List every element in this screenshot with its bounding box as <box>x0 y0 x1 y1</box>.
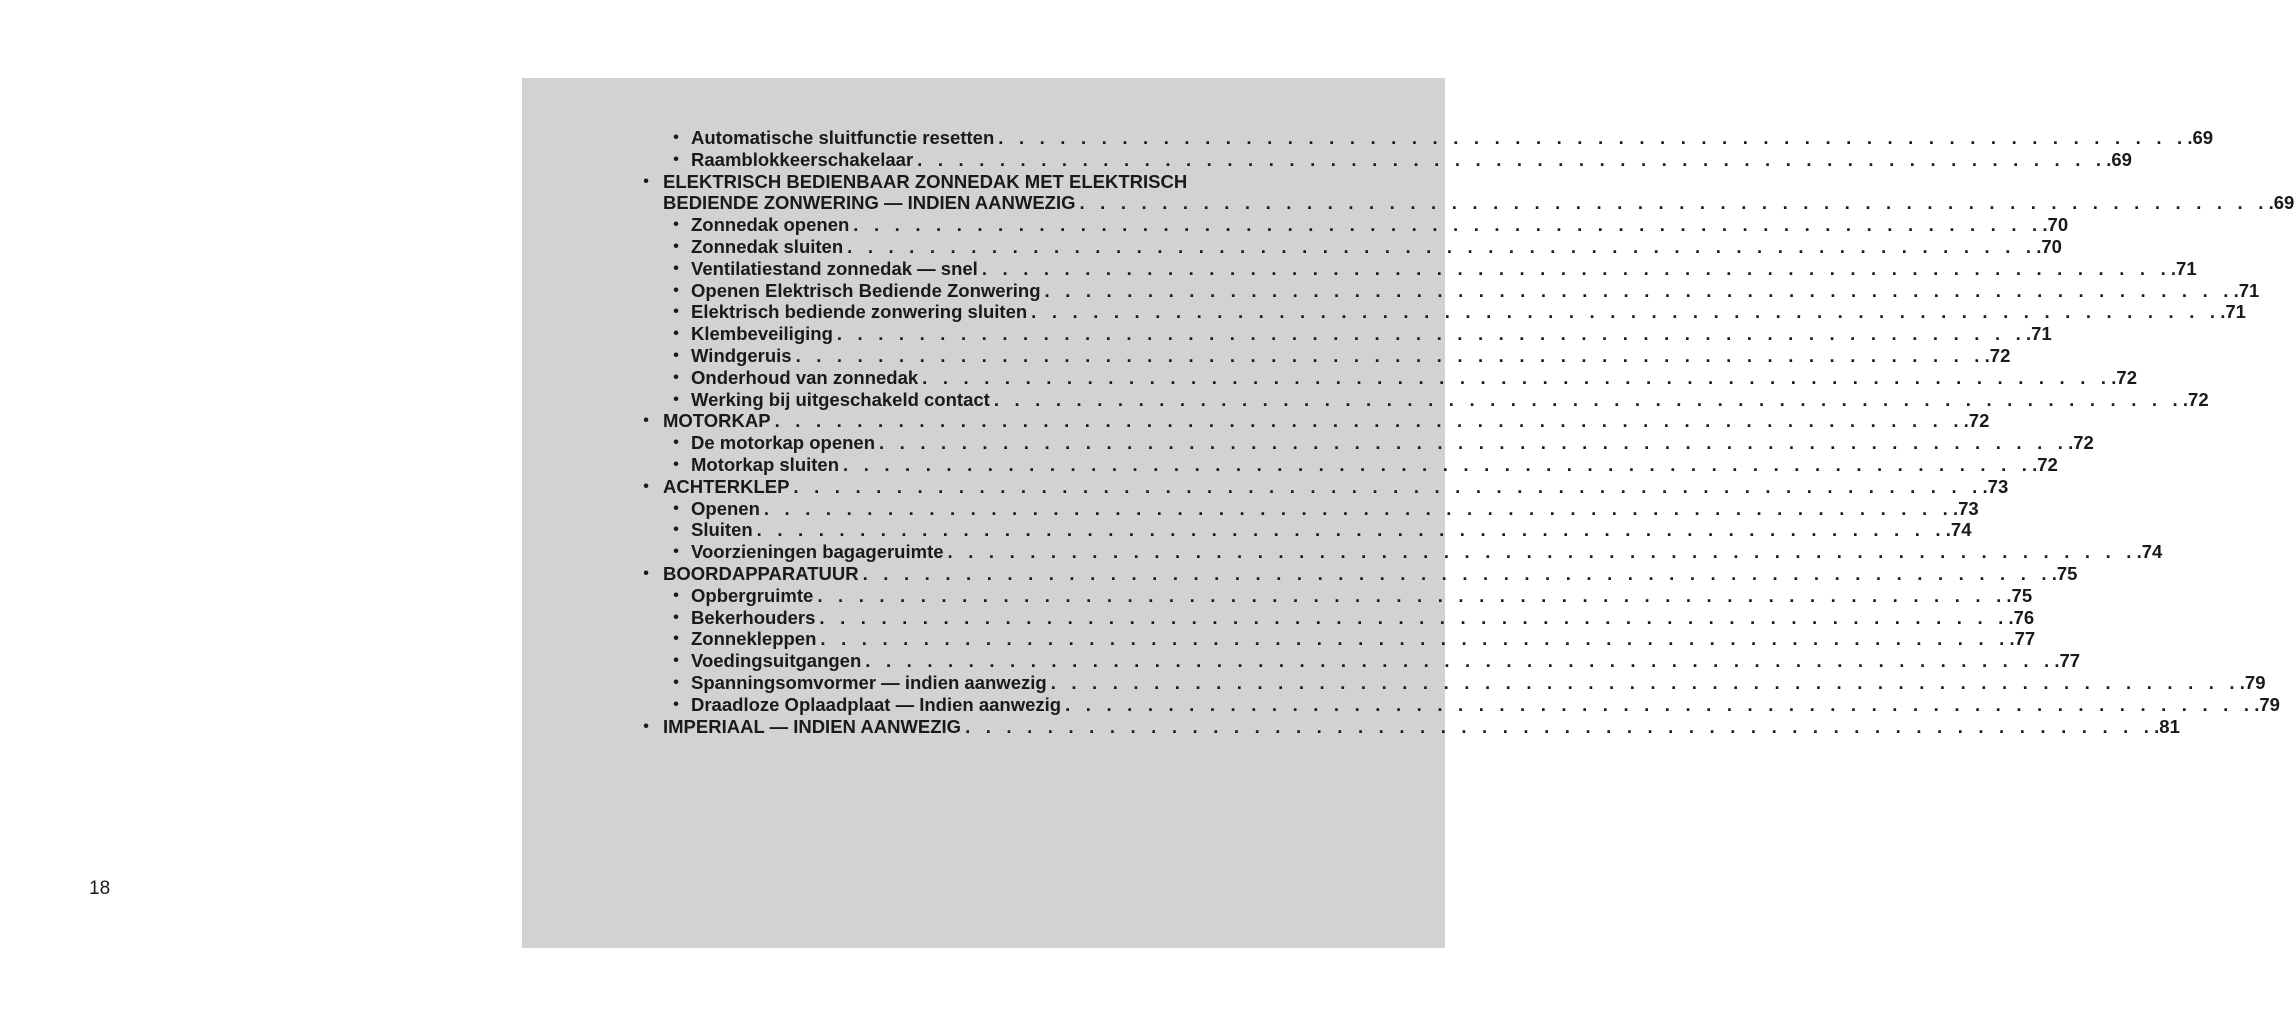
dot-leader: . . . . . . . . . . . . . . . . . . . . . . . . . . . . . . . . . . . . . . . . . . . . . . . . . . . . . . . . . . <box>1050 671 2240 693</box>
toc-page-number: .77 <box>2009 628 2036 650</box>
dot-leader: . . . . . . . . . . . . . . . . . . . . . . . . . . . . . . . . . . . . . . . . . . . . . . . . . . . . . . . . . . <box>817 584 2007 606</box>
bullet-icon: • <box>673 673 679 691</box>
toc-subsection-entry[interactable] <box>0 388 2209 411</box>
toc-subsection-entry[interactable] <box>0 671 2266 694</box>
toc-page-number: .77 <box>2054 650 2081 672</box>
dot-leader: . . . . . . . . . . . . . . . . . . . . . . . . . . . . . . . . . . . . . . . . . . . . . . . . . . . . . . . . . . <box>843 453 2033 475</box>
bullet-icon: • <box>673 652 679 670</box>
toc-subsection-entry[interactable] <box>0 148 2132 171</box>
toc-entry-label: Bekerhouders <box>691 606 816 628</box>
toc-line <box>691 584 2033 607</box>
dot-leader: . . . . . . . . . . . . . . . . . . . . . . . . . . . . . . . . . . . . . . . . . . . . . . . . . . . . . . . . . . <box>1031 301 2221 323</box>
bullet-icon: • <box>673 150 679 168</box>
dot-leader: . . . . . . . . . . . . . . . . . . . . . . . . . . . . . . . . . . . . . . . . . . . . . . . . . . . . . . . . . . <box>998 127 2188 148</box>
dot-leader: . . . . . . . . . . . . . . . . . . . . . . . . . . . . . . . . . . . . . . . . . . . . . . . . . . . . . . . . . . <box>862 562 2052 584</box>
bullet-icon: • <box>673 543 679 561</box>
toc-subsection-entry[interactable] <box>0 323 2052 345</box>
toc-subsection-entry[interactable] <box>0 301 2246 323</box>
toc-line <box>691 541 2163 563</box>
bullet-icon: • <box>673 586 679 604</box>
bullet-icon: • <box>643 717 649 735</box>
toc-subsection-entry[interactable] <box>0 453 2058 476</box>
toc-line <box>691 148 2132 171</box>
toc-page-number: .72 <box>1963 410 1990 432</box>
toc-page-number: .72 <box>2182 388 2209 410</box>
bullet-icon: • <box>673 455 679 473</box>
toc-line <box>691 693 2280 716</box>
bullet-icon: • <box>673 434 679 452</box>
toc-line <box>691 127 2214 149</box>
dot-leader: . . . . . . . . . . . . . . . . . . . . . . . . . . . . . . . . . . . . . . . . . . . . . . . . . . . . . . . . . . <box>865 650 2055 672</box>
toc-entry-label: MOTORKAP <box>663 410 771 432</box>
toc-page-number: .72 <box>2111 366 2137 388</box>
toc-subsection-entry[interactable] <box>0 366 2137 389</box>
dot-leader: . . . . . . . . . . . . . . . . . . . . . . . . . . . . . . . . . . . . . . . . . . . . . . . . . . . . . . . . . . <box>853 214 2043 236</box>
toc-subsection-entry[interactable] <box>0 344 2011 367</box>
toc-line <box>691 214 2069 236</box>
toc-subsection-entry[interactable] <box>0 519 1972 541</box>
toc-entry-label: Voorzieningen bagageruimte <box>691 541 944 563</box>
toc-entry-label: BEDIENDE ZONWERING — INDIEN AANWEZIG <box>663 192 1076 214</box>
toc-entry-label: Raamblokkeerschakelaar <box>691 148 914 170</box>
dot-leader: . . . . . . . . . . . . . . . . . . . . . . . . . . . . . . . . . . . . . . . . . . . . . . . . . . . . . . . . . . <box>993 388 2183 410</box>
toc-page-number: .75 <box>2051 562 2078 584</box>
table-of-contents <box>0 127 2294 737</box>
toc-entry-label: ELEKTRISCH BEDIENBAAR ZONNEDAK MET ELEKTRISCH <box>663 170 1188 192</box>
toc-line <box>691 628 2036 650</box>
toc-entry-label: De motorkap openen <box>691 432 875 454</box>
toc-line <box>691 519 1972 541</box>
toc-page-number: .71 <box>2170 257 2197 279</box>
toc-line <box>691 497 1979 520</box>
toc-page-number: .76 <box>2008 606 2035 628</box>
dot-leader: . . . . . . . . . . . . . . . . . . . . . . . . . . . . . . . . . . . . . . . . . . . . . . . . . . . . . . . . . . <box>763 497 1953 519</box>
toc-section-entry[interactable] <box>0 410 1990 432</box>
toc-line <box>691 301 2246 323</box>
toc-line <box>691 323 2052 345</box>
toc-page-number: .73 <box>1952 497 1979 519</box>
toc-entry-label: Windgeruis <box>691 344 792 366</box>
dot-leader: . . . . . . . . . . . . . . . . . . . . . . . . . . . . . . . . . . . . . . . . . . . . . . . . . . . . . . . . . . <box>793 475 1983 497</box>
bullet-icon: • <box>643 477 649 495</box>
dot-leader: . . . . . . . . . . . . . . . . . . . . . . . . . . . . . . . . . . . . . . . . . . . . . . . . . . . . . . . . . . <box>847 235 2037 257</box>
toc-subsection-entry[interactable] <box>0 497 1979 520</box>
toc-page-number: .69 <box>2106 148 2132 170</box>
toc-page-number: .71 <box>2233 279 2260 301</box>
toc-entry-label: Onderhoud van zonnedak <box>691 366 919 388</box>
bullet-icon: • <box>673 630 679 648</box>
toc-subsection-entry[interactable] <box>0 257 2197 280</box>
toc-section-entry[interactable] <box>0 171 1445 193</box>
toc-page-number: .69 <box>2187 127 2214 148</box>
toc-entry-label: Opbergruimte <box>691 584 814 606</box>
bullet-icon: • <box>673 521 679 539</box>
bullet-icon: • <box>673 237 679 255</box>
toc-page-number: .71 <box>2220 301 2246 323</box>
toc-entry-label: Openen Elektrisch Bediende Zonwering <box>691 279 1041 301</box>
toc-line <box>663 171 1191 193</box>
bullet-icon: • <box>673 346 679 364</box>
toc-entry-label: IMPERIAAL — INDIEN AANWEZIG <box>663 715 962 737</box>
dot-leader: . . . . . . . . . . . . . . . . . . . . . . . . . . . . . . . . . . . . . . . . . . . . . . . . . . . . . . . . . . <box>836 323 2026 345</box>
toc-page-number: .74 <box>2136 541 2163 563</box>
dot-leader: . . . . . . . . . . . . . . . . . . . . . . . . . . . . . . . . . . . . . . . . . . . . . . . . . . . . . . . . . . <box>819 606 2009 628</box>
toc-entry-label: Draadloze Oplaadplaat — Indien aanwezig <box>691 693 1062 715</box>
dot-leader: . . . . . . . . . . . . . . . . . . . . . . . . . . . . . . . . . . . . . . . . . . . . . . . . . . . . . . . . . . <box>917 148 2107 170</box>
bullet-icon: • <box>673 129 679 146</box>
page-number: 18 <box>89 878 111 899</box>
toc-line <box>663 562 2078 585</box>
toc-subsection-entry[interactable] <box>0 432 2094 454</box>
toc-page-number: .72 <box>2032 453 2058 475</box>
toc-section-entry[interactable] <box>0 715 2180 738</box>
dot-leader: . . . . . . . . . . . . . . . . . . . . . . . . . . . . . . . . . . . . . . . . . . . . . . . . . . . . . . . . . . <box>1044 279 2234 301</box>
toc-page-number: .70 <box>2036 235 2062 257</box>
toc-entry-label: Zonnedak sluiten <box>691 235 844 257</box>
toc-entry-label: Automatische sluitfunctie resetten <box>691 127 995 148</box>
toc-entry-label: Elektrisch bediende zonwering sluiten <box>691 301 1028 323</box>
bullet-icon: • <box>673 608 679 626</box>
toc-section-entry[interactable] <box>0 475 2009 498</box>
dot-leader: . . . . . . . . . . . . . . . . . . . . . . . . . . . . . . . . . . . . . . . . . . . . . . . . . . . . . . . . . . <box>922 366 2112 388</box>
toc-line <box>691 279 2260 302</box>
toc-subsection-entry[interactable] <box>0 650 2081 672</box>
toc-entry-label: ACHTERKLEP <box>663 475 790 497</box>
toc-subsection-entry[interactable] <box>0 606 2035 629</box>
toc-line <box>691 606 2035 629</box>
dot-leader: . . . . . . . . . . . . . . . . . . . . . . . . . . . . . . . . . . . . . . . . . . . . . . . . . . . . . . . . . . <box>774 410 1964 432</box>
toc-line <box>663 715 2180 738</box>
bullet-icon: • <box>673 259 679 277</box>
dot-leader: . . . . . . . . . . . . . . . . . . . . . . . . . . . . . . . . . . . . . . . . . . . . . . . . . . . . . . . . . . <box>756 519 1946 541</box>
toc-entry-label: Motorkap sluiten <box>691 453 840 475</box>
toc-subsection-entry[interactable] <box>0 235 2062 258</box>
dot-leader: . . . . . . . . . . . . . . . . . . . . . . . . . . . . . . . . . . . . . . . . . . . . . . . . . . . . . . . . . . <box>820 628 2010 650</box>
toc-line <box>663 475 2009 498</box>
bullet-icon: • <box>673 281 679 299</box>
toc-line <box>663 192 2294 214</box>
dot-leader: . . . . . . . . . . . . . . . . . . . . . . . . . . . . . . . . . . . . . . . . . . . . . . . . . . . . . . . . . . <box>981 257 2171 279</box>
bullet-icon: • <box>673 303 679 321</box>
toc-line <box>691 344 2011 367</box>
toc-line <box>691 671 2266 694</box>
toc-subsection-entry[interactable] <box>0 584 2033 607</box>
toc-page-number: .81 <box>2154 715 2180 737</box>
toc-entry-label: Voedingsuitgangen <box>691 650 862 672</box>
toc-page-number: .72 <box>1984 344 2011 366</box>
toc-entry-label: Klembeveiliging <box>691 323 833 345</box>
dot-leader: . . . . . . . . . . . . . . . . . . . . . . . . . . . . . . . . . . . . . . . . . . . . . . . . . . . . . . . . . . <box>947 541 2137 563</box>
toc-subsection-entry[interactable] <box>0 541 2163 563</box>
toc-line <box>691 366 2137 389</box>
toc-section-entry[interactable] <box>0 192 2294 214</box>
dot-leader: . . . . . . . . . . . . . . . . . . . . . . . . . . . . . . . . . . . . . . . . . . . . . . . . . . . . . . . . . . <box>1079 192 2269 214</box>
toc-entry-label: Spanningsomvormer — indien aanwezig <box>691 671 1047 693</box>
bullet-icon: • <box>643 564 649 582</box>
toc-line <box>663 410 1990 432</box>
toc-subsection-entry[interactable] <box>0 693 2280 716</box>
toc-entry-label: Werking bij uitgeschakeld contact <box>691 388 990 410</box>
toc-page-number: .70 <box>2042 214 2069 236</box>
toc-entry-label: Openen <box>691 497 760 519</box>
toc-entry-label: Ventilatiestand zonnedak — snel <box>691 257 978 279</box>
toc-line <box>691 388 2209 411</box>
bullet-icon: • <box>673 368 679 386</box>
toc-line <box>691 432 2094 454</box>
dot-leader: . . . . . . . . . . . . . . . . . . . . . . . . . . . . . . . . . . . . . . . . . . . . . . . . . . . . . . . . . . <box>965 715 2155 737</box>
toc-subsection-entry[interactable] <box>0 214 2069 236</box>
bullet-icon: • <box>643 172 649 190</box>
toc-page-number: .79 <box>2254 693 2280 715</box>
toc-line <box>691 235 2062 258</box>
toc-page-number: .73 <box>1982 475 2009 497</box>
toc-page-number: .74 <box>1945 519 1972 541</box>
toc-page-number: .72 <box>2068 432 2094 454</box>
bullet-icon: • <box>673 499 679 517</box>
toc-subsection-entry[interactable] <box>0 279 2260 302</box>
bullet-icon: • <box>673 390 679 408</box>
toc-page-number: .71 <box>2025 323 2052 345</box>
bullet-icon: • <box>643 412 649 430</box>
toc-line <box>691 453 2058 476</box>
dot-leader: . . . . . . . . . . . . . . . . . . . . . . . . . . . . . . . . . . . . . . . . . . . . . . . . . . . . . . . . . . <box>879 432 2069 454</box>
toc-entry-label: Sluiten <box>691 519 753 541</box>
bullet-icon: • <box>673 325 679 343</box>
toc-subsection-entry[interactable] <box>0 628 2036 650</box>
toc-line <box>691 650 2081 672</box>
toc-page-number: .69 <box>2268 192 2294 214</box>
bullet-icon: • <box>673 216 679 234</box>
toc-subsection-entry[interactable] <box>0 127 2214 149</box>
toc-page-number: .79 <box>2239 671 2266 693</box>
dot-leader: . . . . . . . . . . . . . . . . . . . . . . . . . . . . . . . . . . . . . . . . . . . . . . . . . . . . . . . . . . <box>1065 693 2255 715</box>
toc-page-number: .75 <box>2006 584 2033 606</box>
toc-line <box>691 257 2197 280</box>
dot-leader: . . . . . . . . . . . . . . . . . . . . . . . . . . . . . . . . . . . . . . . . . . . . . . . . . . . . . . . . . . <box>795 344 1985 366</box>
toc-entry-label: Zonnedak openen <box>691 214 850 236</box>
bullet-icon: • <box>673 695 679 713</box>
toc-entry-label: Zonnekleppen <box>691 628 817 650</box>
toc-entry-label: BOORDAPPARATUUR <box>663 562 859 584</box>
toc-section-entry[interactable] <box>0 562 2078 585</box>
